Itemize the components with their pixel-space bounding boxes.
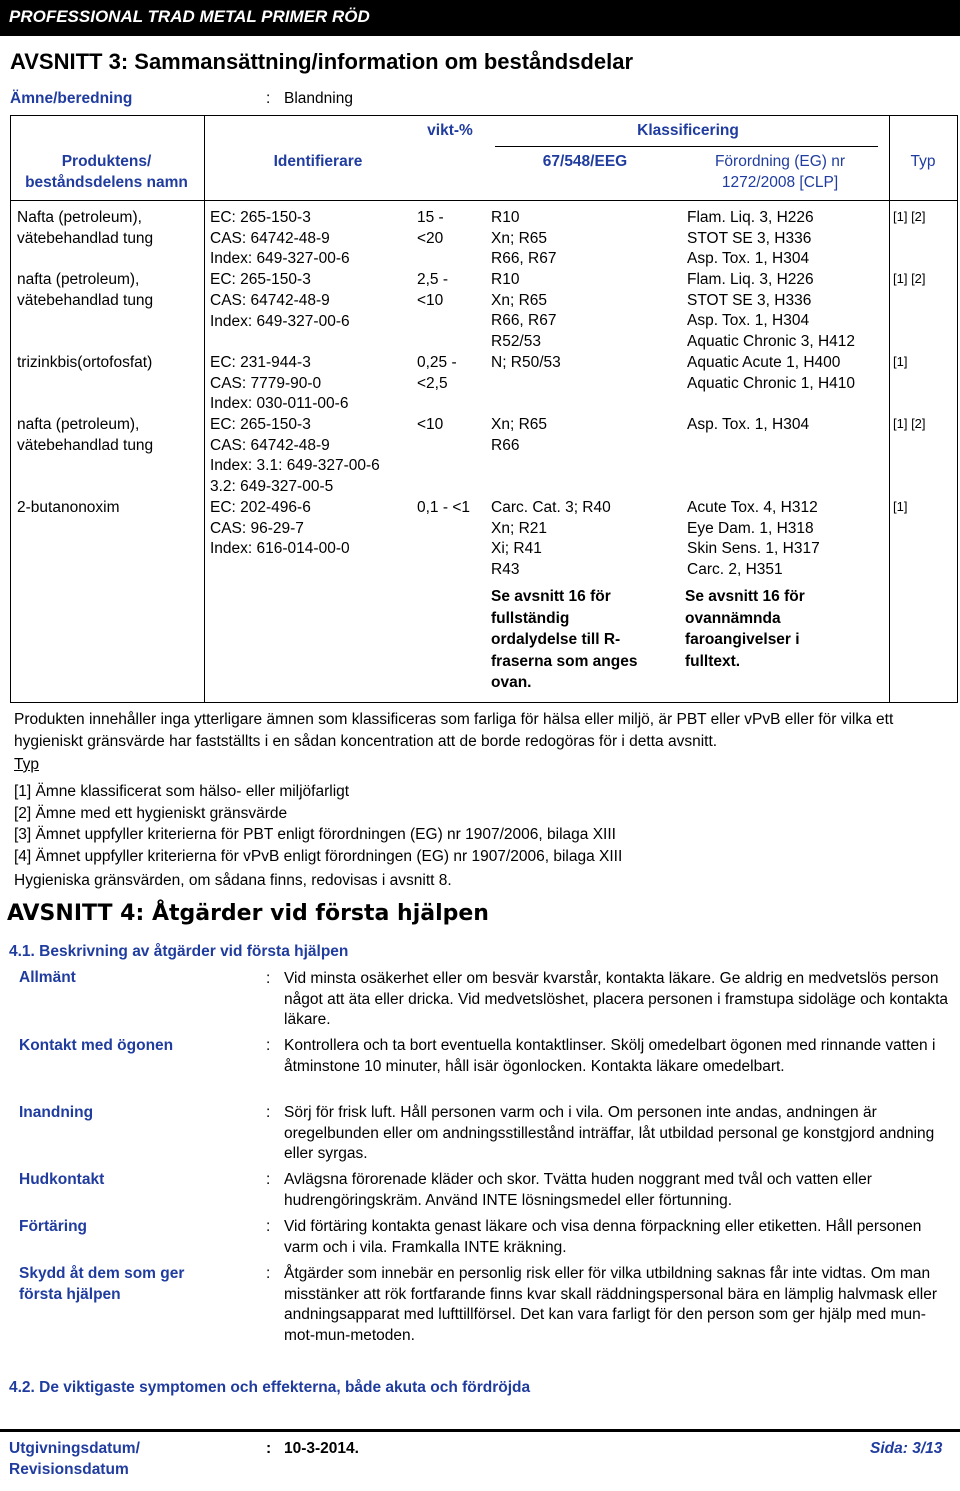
- type-row-5: [1]: [893, 499, 908, 514]
- clp-row-4: Asp. Tox. 1, H304: [687, 416, 810, 433]
- text-general: Vid minsta osäkerhet eller om besvär kvarstår, kontakta läkare. Ge aldrig en medvetslös person något att äta eller dricka. Vid medvetslöshet, placera personen i framstupa sidoläge och kontakta läkare.: [284, 970, 949, 1029]
- type-legend-item: [4] Ämnet uppfyller kriterierna för vPvB enligt förordningen (EG) nr 1907/2006, bilaga XIII: [14, 847, 623, 865]
- composition-table: [10, 115, 958, 703]
- eec-row-2: R10 Xn; R65 R66, R67 R52/53: [491, 271, 557, 351]
- header-classification: Klassificering: [637, 122, 739, 139]
- colon: :: [266, 1265, 271, 1282]
- eec-row-5: Carc. Cat. 3; R40 Xn; R21 Xi; R41 R43: [491, 499, 611, 579]
- section3-title: AVSNITT 3: Sammansättning/information om beståndsdelar: [10, 49, 634, 74]
- text-inhalation: Sörj för frisk luft. Håll personen varm och i vila. Om personen inte andas, andningen är oregelbunden eller om andningsstillestånd inträffar, låt utbildad personal ge konstgjord andning eller syrgas.: [284, 1104, 935, 1163]
- top-header-bar: [0, 0, 960, 36]
- clp-row-2: Flam. Liq. 3, H226 STOT SE 3, H336 Asp. Tox. 1, H304 Aquatic Chronic 3, H412: [687, 271, 856, 351]
- eec-row-4: Xn; R65 R66: [491, 416, 548, 454]
- name-row-1: Nafta (petroleum), vätebehandlad tung: [17, 209, 154, 247]
- name-row-5: 2-butanonoxim: [17, 499, 120, 516]
- weight-row-4: <10: [417, 416, 444, 433]
- text-eye-contact: Kontrollera och ta bort eventuella kontaktlinser. Skölj omedelbart ögonen med rinnande vatten i åtminstone 10 minuter, håll isär ögonlocken. Kontakta läkare omedelbart.: [284, 1037, 936, 1075]
- type-row-3: [1]: [893, 354, 908, 369]
- identifier-line: Index: 649-327-00-6: [210, 312, 350, 330]
- header-divider: [10, 200, 958, 201]
- footer-rule: [0, 1429, 960, 1432]
- footer-colon: :: [266, 1440, 272, 1457]
- clp-row-3: Aquatic Acute 1, H400 Aquatic Chronic 1, H410: [687, 354, 856, 392]
- column-divider: [204, 116, 205, 702]
- identifier-line: 3.2: 649-327-00-5: [210, 478, 334, 496]
- text-skin-contact: Avlägsna förorenade kläder och skor. Tvätta huden noggrant med tvål och vatten eller hudrengöringskräm. Använd INTE lösningsmedel eller förtunning.: [284, 1171, 872, 1209]
- substance-value: Blandning: [284, 90, 353, 107]
- type-legend: [14, 781, 622, 867]
- text-first-aider-protection: Åtgärder som innebär en personlig risk eller för vilka utbildning saknas får inte vidtas. Om man misstänker att rök fortfarande finns kvar skall räddningspersonal bära en lämplig halvmask eller andningsapparat med lufttillförsel. Det kan vara farligt för den person som ger hjälp med mun-mot-mun-metoden.: [284, 1265, 938, 1345]
- identifier-line: EC: 265-150-3: [210, 416, 311, 434]
- name-row-4: nafta (petroleum), vätebehandlad tung: [17, 416, 154, 454]
- substance-label: Ämne/beredning: [10, 90, 133, 107]
- column-divider: [889, 116, 890, 702]
- weight-row-5: 0,1 - <1: [417, 499, 470, 516]
- identifier-line: CAS: 64742-48-9: [210, 229, 330, 247]
- classification-divider: [495, 146, 878, 147]
- eec-row-3: N; R50/53: [491, 354, 561, 371]
- colon: :: [266, 970, 271, 987]
- page-number: Sida: 3/13: [870, 1440, 943, 1457]
- weight-row-1: 15 - <20: [417, 209, 444, 247]
- type-row-4: [1] [2]: [893, 416, 926, 431]
- clp-row-5: Acute Tox. 4, H312 Eye Dam. 1, H318 Skin Sens. 1, H317 Carc. 2, H351: [687, 499, 820, 579]
- subsection-4-2: 4.2. De viktigaste symptomen och effekterna, både akuta och fördröjda: [9, 1379, 531, 1396]
- text-ingestion: Vid förtäring kontakta genast läkare och visa denna förpackning eller etiketten. Håll personen varm och i vila. Framkalla INTE kräkning.: [284, 1218, 922, 1256]
- subsection-4-1: 4.1. Beskrivning av åtgärder vid första hjälpen: [9, 943, 349, 960]
- clp-note: Se avsnitt 16 för ovannämnda faroangivelser i fulltext.: [685, 588, 805, 670]
- identifier-line: CAS: 7779-90-0: [210, 374, 322, 392]
- identifier-line: EC: 265-150-3: [210, 271, 311, 289]
- header-eec: 67/548/EEG: [542, 153, 628, 170]
- header-identifier: Identifierare: [273, 153, 363, 170]
- identifier-line: Index: 3.1: 649-327-00-6: [210, 457, 380, 475]
- header-type: Typ: [910, 153, 936, 170]
- identifier-column: [210, 208, 380, 560]
- weight-row-3: 0,25 - <2,5: [417, 354, 457, 392]
- identifier-line: CAS: 96-29-7: [210, 519, 304, 537]
- identifier-line: EC: 231-944-3: [210, 353, 311, 371]
- type-legend-item: [1] Ämne klassificerat som hälso- eller miljöfarligt: [14, 783, 350, 800]
- footer-date: 10-3-2014.: [284, 1440, 359, 1457]
- header-product-name: Produktens/ beståndsdelens namn: [25, 153, 188, 191]
- identifier-line: CAS: 64742-48-9: [210, 291, 330, 309]
- label-general: Allmänt: [19, 969, 76, 986]
- identifier-line: Index: 030-011-00-6: [210, 395, 349, 413]
- additional-substances-paragraph: Produkten innehåller inga ytterligare ämnen som klassificeras som farliga för hälsa eller miljö, är PBT eller vPvB eller för vilka ett hygieniskt gränsvärde har fastställts i en sådan koncentration att de borde redogöras för i detta avsnitt.: [14, 711, 894, 750]
- name-row-2: nafta (petroleum), vätebehandlad tung: [17, 271, 154, 309]
- type-legend-item: [3] Ämnet uppfyller kriterierna för PBT enligt förordningen (EG) nr 1907/2006, bilaga XIII: [14, 826, 616, 843]
- identifier-line: Index: 616-014-00-0: [210, 540, 350, 558]
- type-legend-item: [2] Ämne med ett hygieniskt gränsvärde: [14, 804, 288, 822]
- footer-label: Utgivningsdatum/ Revisionsdatum: [9, 1440, 140, 1478]
- weight-row-2: 2,5 - <10: [417, 271, 449, 309]
- colon: :: [266, 1104, 271, 1121]
- type-row-2: [1] [2]: [893, 271, 926, 286]
- label-inhalation: Inandning: [19, 1104, 94, 1121]
- section4-title: AVSNITT 4: Åtgärder vid första hjälpen: [7, 901, 489, 926]
- label-skin-contact: Hudkontakt: [19, 1171, 105, 1188]
- type-row-1: [1] [2]: [893, 209, 926, 224]
- header-weight: vikt-%: [427, 122, 473, 139]
- label-eye-contact: Kontakt med ögonen: [19, 1037, 174, 1054]
- eec-row-1: R10 Xn; R65 R66, R67: [491, 209, 557, 268]
- identifier-line: EC: 265-150-3: [210, 209, 311, 226]
- colon: :: [266, 1171, 271, 1188]
- header-clp: Förordning (EG) nr 1272/2008 [CLP]: [714, 153, 846, 191]
- substance-colon: :: [266, 90, 271, 107]
- colon: :: [266, 1218, 271, 1235]
- identifier-line: CAS: 64742-48-9: [210, 436, 330, 454]
- identifier-line: EC: 202-496-6: [210, 498, 311, 516]
- product-title: PROFESSIONAL TRAD METAL PRIMER RÖD: [9, 7, 370, 26]
- identifier-line: Index: 649-327-00-6: [210, 250, 350, 268]
- label-first-aider-protection: Skydd åt dem som ger första hjälpen: [19, 1265, 185, 1303]
- clp-row-1: Flam. Liq. 3, H226 STOT SE 3, H336 Asp. Tox. 1, H304: [687, 209, 814, 268]
- label-ingestion: Förtäring: [19, 1218, 88, 1235]
- name-row-3: trizinkbis(ortofosfat): [17, 354, 153, 371]
- hygiene-note: Hygieniska gränsvärden, om sådana finns, redovisas i avsnitt 8.: [14, 872, 452, 889]
- eec-note: Se avsnitt 16 för fullständig ordalydelse till R- fraserna som anges ovan.: [491, 588, 638, 692]
- type-heading: Typ: [14, 756, 39, 773]
- colon: :: [266, 1037, 271, 1054]
